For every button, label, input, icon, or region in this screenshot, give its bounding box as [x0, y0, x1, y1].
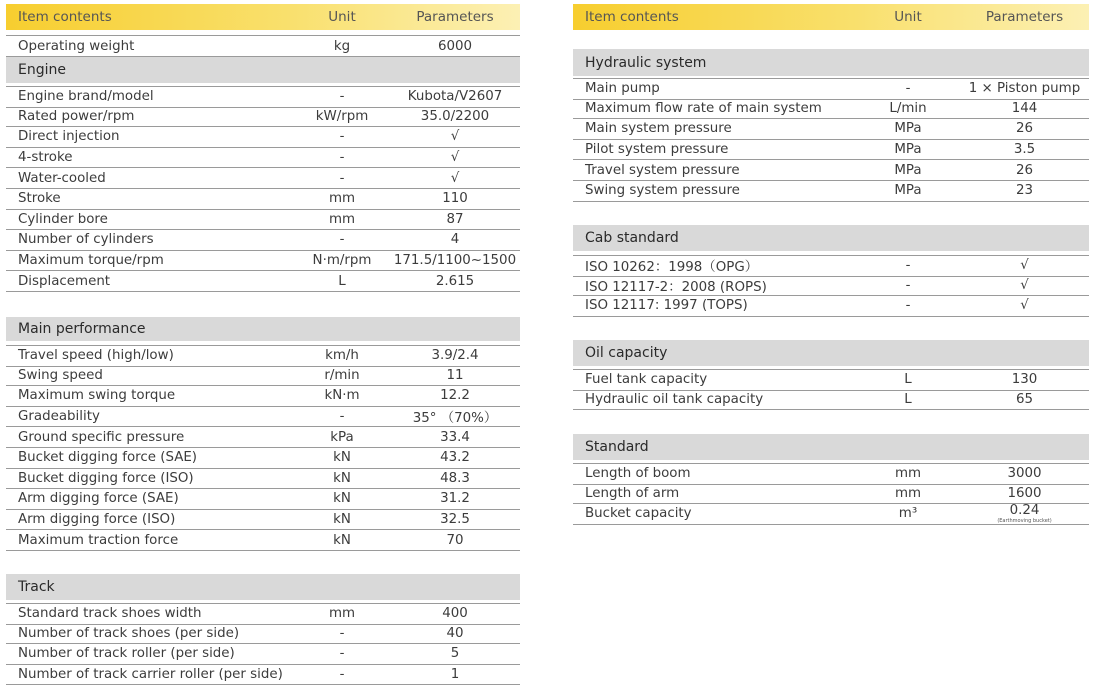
row-unit: kPa [330, 429, 354, 445]
row-label: Number of cylinders [18, 232, 154, 248]
row-unit: m³ [898, 506, 918, 522]
row-unit: kN [333, 491, 351, 507]
row-value: √ [450, 129, 460, 145]
row-unit: - [339, 150, 345, 166]
row-value-text: 0.24 [1009, 503, 1040, 519]
section-header-engine [6, 57, 520, 83]
row-label: Hydraulic oil tank capacity [585, 391, 764, 407]
table-row [6, 230, 520, 251]
row-unit: - [905, 258, 911, 274]
row-value: 33.4 [440, 429, 470, 445]
row-unit: - [905, 277, 911, 293]
row-value [960, 504, 1089, 523]
table-row [573, 160, 1089, 181]
table-row [6, 644, 520, 665]
row-unit: MPa [894, 183, 922, 199]
row-label: Ground specific pressure [18, 429, 185, 445]
row-value: 5 [450, 646, 460, 662]
row-label: ISO 10262：1998（OPG） [585, 260, 759, 276]
row-label: Gradeability [18, 409, 100, 425]
row-unit: MPa [894, 142, 922, 158]
row-unit: - [339, 409, 345, 425]
header-unit: Unit [894, 9, 922, 25]
row-value: 26 [1015, 162, 1034, 178]
table-row-operating-weight [6, 35, 520, 57]
row-label: Length of boom [585, 466, 691, 482]
table-row [6, 107, 520, 128]
row-value: √ [1020, 298, 1029, 314]
table-row [6, 86, 520, 108]
row-value: 35° （70%） [412, 411, 498, 427]
table-row [573, 296, 1089, 317]
row-unit: mm [894, 466, 922, 482]
row-value-note: (Earthmoving bucket) [997, 517, 1052, 524]
row-unit: km/h [325, 348, 359, 364]
header-item-contents: Item contents [18, 9, 112, 25]
row-label: Standard track shoes width [18, 606, 202, 622]
row-label: Stroke [18, 191, 61, 207]
table-row [6, 345, 520, 367]
table-row [6, 427, 520, 448]
header-parameters: Parameters [985, 9, 1064, 25]
row-value: 48.3 [440, 470, 470, 486]
row-unit: - [339, 646, 345, 662]
table-row [6, 603, 520, 625]
row-label: Number of track carrier roller (per side) [18, 667, 283, 683]
row-value: 1 [450, 667, 460, 683]
table-row [6, 448, 520, 469]
table-header [573, 4, 1089, 30]
row-value: 1 × Piston pump [968, 81, 1081, 97]
row-label: Maximum traction force [18, 532, 179, 548]
row-unit: L [904, 391, 912, 407]
row-label: Direct injection [18, 129, 120, 145]
section-title: Cab standard [585, 230, 679, 246]
row-label: Bucket digging force (SAE) [18, 450, 198, 466]
row-value: 87 [446, 211, 464, 227]
row-value: 171.5/1100~1500 [393, 253, 517, 269]
table-row [573, 276, 1089, 297]
table-row [6, 407, 520, 428]
row-label: Travel system pressure [585, 162, 740, 178]
table-row [6, 665, 520, 686]
row-unit: MPa [894, 162, 922, 178]
row-value: 32.5 [440, 512, 470, 528]
row-unit: kW/rpm [315, 108, 369, 124]
section-header-cab-standard [573, 225, 1089, 251]
table-row [573, 181, 1089, 202]
row-unit: L [904, 372, 912, 388]
row-unit: - [339, 625, 345, 641]
row-unit: kN [333, 450, 351, 466]
table-row [6, 366, 520, 387]
row-unit: L [338, 273, 346, 289]
row-unit: kN [333, 470, 351, 486]
header-item-contents: Item contents [585, 9, 679, 25]
row-unit: - [339, 232, 345, 248]
row-value: 31.2 [440, 491, 470, 507]
section-title: Oil capacity [585, 345, 668, 361]
row-unit: mm [894, 485, 922, 501]
table-row [6, 271, 520, 292]
row-label: Bucket digging force (ISO) [18, 470, 194, 486]
row-unit: N·m/rpm [312, 253, 372, 269]
row-label: Cylinder bore [18, 211, 108, 227]
table-row [6, 624, 520, 645]
section-header-oil-capacity [573, 340, 1089, 366]
table-row [6, 489, 520, 510]
row-unit: kN [333, 512, 351, 528]
row-value: √ [450, 170, 460, 186]
row-unit: kg [333, 38, 351, 54]
row-value: 110 [442, 191, 468, 207]
row-value-stack [960, 504, 1089, 523]
table-row [6, 148, 520, 169]
row-value: 11 [446, 367, 464, 383]
header-unit: Unit [328, 9, 356, 25]
row-unit: MPa [894, 121, 922, 137]
section-header-hydraulic-system [573, 49, 1089, 76]
row-value: √ [1020, 258, 1029, 274]
row-label: Maximum torque/rpm [18, 253, 164, 269]
section-header-track [6, 574, 520, 600]
row-value: 35.0/2200 [420, 108, 490, 124]
row-value: 2.615 [435, 273, 475, 289]
row-unit: mm [328, 211, 356, 227]
table-row [573, 390, 1089, 411]
table-row [6, 210, 520, 231]
row-label: Displacement [18, 273, 111, 289]
row-label: Number of track shoes (per side) [18, 625, 240, 641]
table-header [6, 4, 520, 30]
row-value: 40 [446, 625, 464, 641]
row-unit: L/min [889, 100, 927, 116]
row-value: 26 [1015, 121, 1034, 137]
table-row [6, 189, 520, 210]
row-label: Arm digging force (SAE) [18, 491, 179, 507]
row-value: √ [450, 150, 460, 166]
row-value: 4 [450, 232, 460, 248]
row-value: 43.2 [440, 450, 470, 466]
table-row [573, 255, 1089, 277]
section-title: Hydraulic system [585, 54, 707, 71]
row-unit: - [339, 667, 345, 683]
table-row [573, 78, 1089, 100]
table-row [6, 251, 520, 272]
row-value: 130 [1011, 372, 1038, 388]
row-unit: - [339, 170, 345, 186]
row-value: 3.9/2.4 [431, 348, 479, 364]
row-unit: - [339, 89, 345, 105]
row-value: 400 [442, 606, 468, 622]
row-value: Kubota/V2607 [407, 89, 503, 105]
row-label: Travel speed (high/low) [18, 348, 174, 364]
row-unit: mm [328, 606, 356, 622]
row-label: Rated power/rpm [18, 108, 135, 124]
section-title: Standard [585, 439, 649, 455]
row-label: Swing speed [18, 367, 103, 383]
row-unit: kN [333, 532, 351, 548]
row-value: 65 [1015, 391, 1034, 407]
section-header-main-performance [6, 317, 520, 341]
row-label: ISO 12117: 1997 (TOPS) [585, 298, 748, 314]
row-value: √ [1020, 277, 1029, 293]
row-value: 1600 [1007, 485, 1042, 501]
row-label: 4-stroke [18, 150, 73, 166]
row-label: Fuel tank capacity [585, 372, 708, 388]
table-row [6, 510, 520, 531]
table-row [6, 127, 520, 148]
row-label: Bucket capacity [585, 506, 692, 522]
row-label: Operating weight [18, 38, 135, 54]
table-row [573, 484, 1089, 505]
row-unit: mm [328, 191, 356, 207]
row-value: 23 [1015, 183, 1034, 199]
table-row [573, 504, 1089, 525]
row-label: Number of track roller (per side) [18, 646, 235, 662]
table-row [573, 140, 1089, 161]
row-value: 12.2 [440, 388, 470, 404]
row-label: Main pump [585, 81, 660, 97]
table-row [573, 369, 1089, 391]
row-label: Maximum flow rate of main system [585, 100, 822, 116]
table-row [573, 99, 1089, 120]
row-label: Pilot system pressure [585, 142, 729, 158]
row-label: Swing system pressure [585, 183, 740, 199]
section-title: Main performance [18, 321, 146, 337]
row-unit: - [339, 129, 345, 145]
header-parameters: Parameters [416, 9, 494, 25]
section-title: Track [18, 579, 55, 595]
row-label: ISO 12117-2：2008 (ROPS) [585, 279, 767, 295]
section-title: Engine [18, 62, 66, 78]
row-label: Maximum swing torque [18, 388, 176, 404]
row-value: 3000 [1007, 466, 1042, 482]
table-row [6, 386, 520, 407]
row-unit: kN·m [324, 388, 360, 404]
table-row [6, 530, 520, 551]
row-unit: - [905, 81, 911, 97]
table-row [573, 463, 1089, 485]
row-label: Water-cooled [18, 170, 106, 186]
table-row [6, 469, 520, 490]
row-label: Length of arm [585, 485, 680, 501]
table-row [6, 168, 520, 189]
row-label: Engine brand/model [18, 89, 154, 105]
row-value: 3.5 [1013, 142, 1036, 158]
row-label: Main system pressure [585, 121, 732, 137]
row-value: 6000 [437, 38, 473, 54]
row-unit: r/min [324, 367, 360, 383]
row-label: Arm digging force (ISO) [18, 512, 176, 528]
row-value: 144 [1011, 100, 1038, 116]
row-unit: - [905, 298, 911, 314]
row-value: 70 [446, 532, 464, 548]
table-row [573, 119, 1089, 140]
section-header-standard [573, 434, 1089, 460]
